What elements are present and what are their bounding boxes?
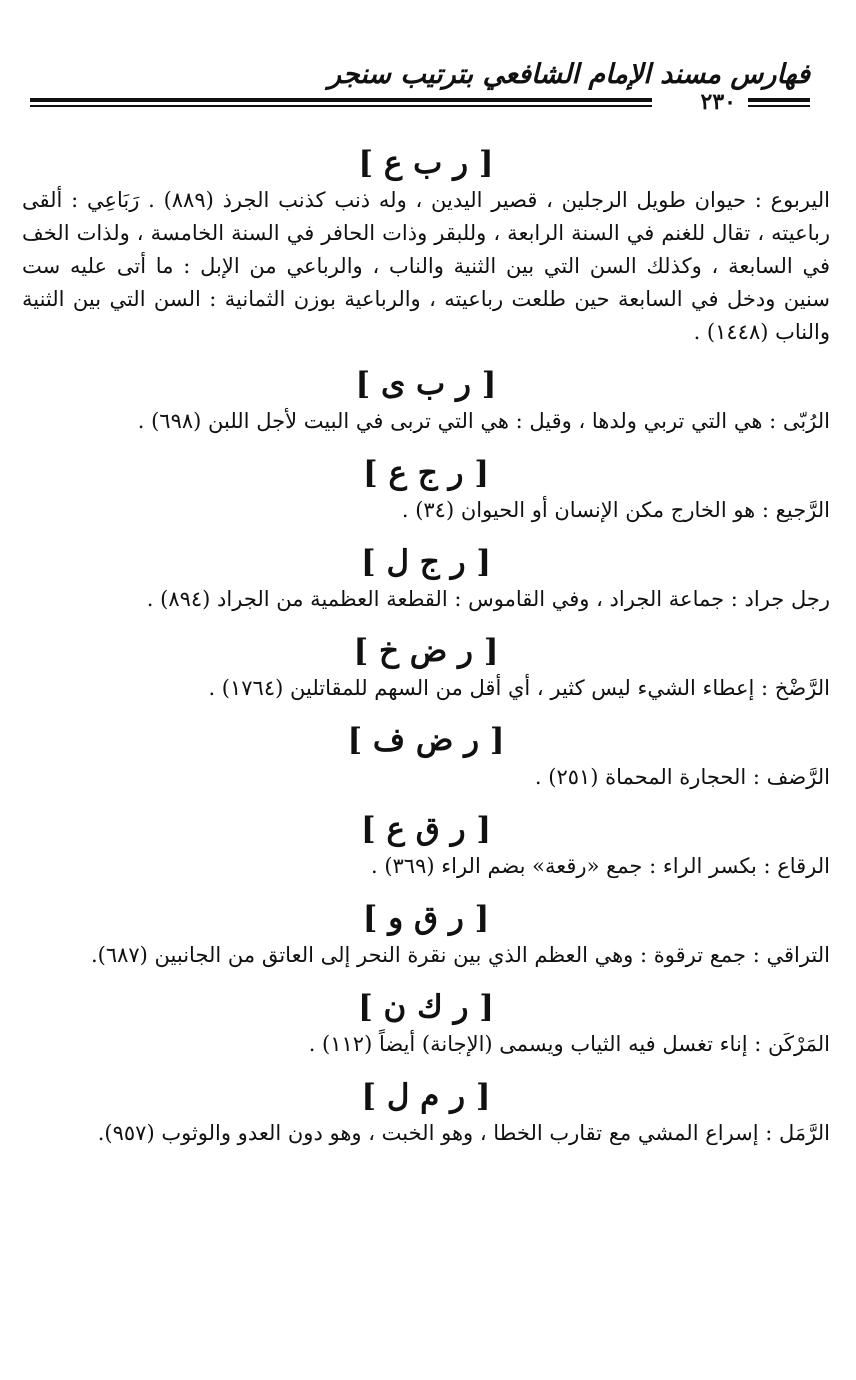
entry-text: الرَّمَل : إسراع المشي مع تقارب الخطا ، وهو الخبت ، وهو دون العدو والوثوب (٩٥٧). [97,1121,830,1145]
entry-text: الرُبّى : هي التي تربي ولدها ، وقيل : هي التي تربى في البيت لأجل اللبن (٦٩٨) . [137,409,830,433]
entry-text: التراقي : جمع ترقوة : وهي العظم الذي بين نقرة النحر إلى العاتق من الجانبين (٦٨٧). [90,943,830,967]
page-number: ٢٣٠ [700,89,736,115]
glossary-content [22,142,830,1164]
page-header [30,58,810,118]
section-heading: [ ر ج ل ] [360,544,491,580]
section-heading: [ ر ض ف ] [347,722,505,758]
section-heading: [ ر م ل ] [361,1078,491,1114]
running-title: فهارس مسند الإمام الشافعي بترتيب سنجر [327,59,810,90]
section-heading: [ ر ق ع ] [360,811,492,847]
entry-text: الرَّجيع : هو الخارج مكن الإنسان أو الحيوان (٣٤) . [401,498,830,522]
section-heading: [ ر ب ى ] [355,366,497,402]
section-heading: [ ر ب ع ] [358,145,494,181]
entry-text: رجل جراد : جماعة الجراد ، وفي القاموس : القطعة العظمية من الجراد (٨٩٤) . [146,587,830,611]
section-heading: [ ر ق و ] [362,900,490,936]
section-heading: [ ر ض خ ] [353,633,499,669]
entry-text: الرَّضْخ : إعطاء الشيء ليس كثير ، أي أقل من السهم للمقاتلين (١٧٦٤) . [208,676,830,700]
section-heading: [ ر ك ن ] [358,989,494,1025]
entry-text: اليربوع : حيوان طويل الرجلين ، قصير اليدين ، وله ذنب كذنب الجرذ (٨٨٩) . رَبَاعِي : ألقى رباعيته ، تقال للغنم في السنة الرابعة ، وللبقر وذات الحافر في السنة الخامسة ، ولذات الخف في السابعة ، وكذلك السن التي بين الثنية والناب ، والرباعي من الإبل : ما أتى عليه ست سنين ودخل في السابعة حين طلعت رباعيته ، والرباعية بوزن الثمانية : السن التي بين الثنية والناب (١٤٤٨) . [22,188,831,344]
header-rule-right [748,98,810,107]
entry-text: الرَّضف : الحجارة المحماة (٢٥١) . [534,765,830,789]
entry-text: الرقاع : بكسر الراء : جمع «رقعة» بضم الراء (٣٦٩) . [370,854,830,878]
entry-text: المَرْكَن : إناء تغسل فيه الثياب ويسمى (الإجانة) أيضاً (١١٢) . [308,1032,830,1056]
header-rule-left [30,98,652,107]
section-heading: [ ر ج ع ] [363,455,489,491]
